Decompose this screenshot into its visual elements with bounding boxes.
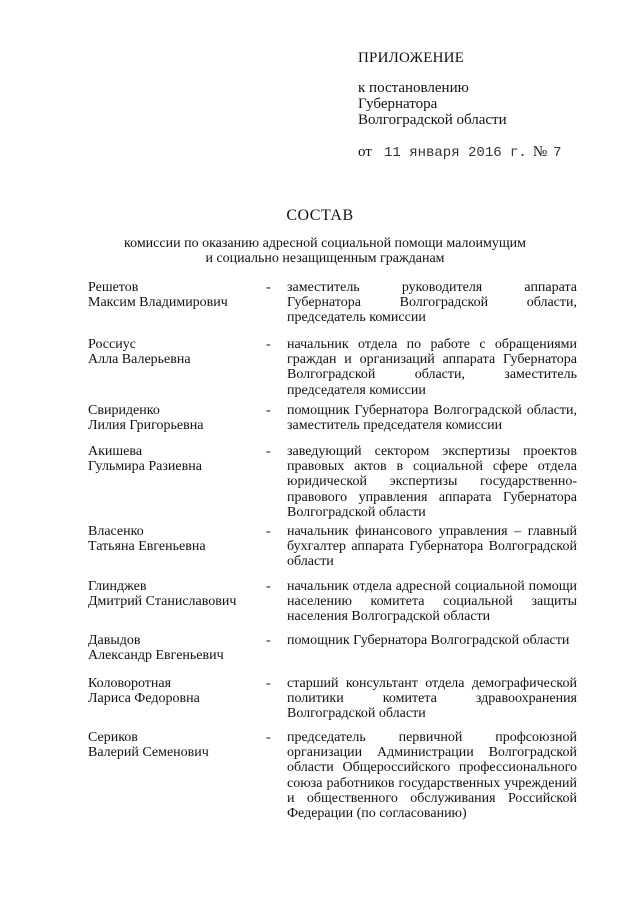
member-surname: Решетов [88, 280, 139, 295]
member-given-name: Лариса Федоровна [88, 691, 200, 707]
member-dash: - [266, 579, 271, 594]
member-dash: - [266, 444, 271, 459]
appendix-heading: ПРИЛОЖЕНИЕ [358, 50, 465, 66]
member-surname: Власенко [88, 524, 144, 539]
member-name [88, 730, 263, 760]
member-surname: Давыдов [88, 633, 141, 648]
member-given-name: Татьяна Евгеньевна [88, 539, 206, 555]
member-name [88, 633, 263, 663]
member-dash: - [266, 676, 271, 691]
appendix-date-row [358, 144, 562, 161]
member-role: начальник финансового управления – главный бухгалтер аппарата Губернатора Волгоградской области [287, 524, 577, 570]
member-surname: Глинджев [88, 579, 147, 594]
member-name [88, 444, 263, 474]
member-role: заведующий сектором экспертизы проектов правовых актов в социальной сфере отдела юридической экспертизы государственно-правового управления аппарата Губернатора Волгоградской области [287, 444, 577, 520]
member-role: председатель первичной профсоюзной организации Администрации Волгоградской области Общероссийского профессионального союза работников государственных учреждений и общественного обслуживания Российской Федерации (по согласованию) [287, 730, 577, 822]
member-surname: Акишева [88, 444, 143, 459]
member-surname: Свириденко [88, 403, 160, 418]
member-given-name: Лилия Григорьевна [88, 418, 204, 434]
member-given-name: Максим Владимирович [88, 295, 228, 311]
appendix-line-2: Губернатора [358, 96, 438, 112]
member-dash: - [266, 280, 271, 295]
member-given-name: Дмитрий Станиславович [88, 594, 237, 610]
member-name [88, 579, 263, 609]
appendix-block [358, 50, 562, 161]
appendix-line-1: к постановлению [358, 80, 469, 96]
member-surname: Сериков [88, 730, 138, 745]
appendix-line-3: Волгоградской области [358, 112, 507, 128]
member-given-name: Александр Евгеньевич [88, 648, 224, 664]
member-given-name: Валерий Семенович [88, 745, 209, 761]
member-role: заместитель руководителя аппарата Губернатора Волгоградской области, председатель комиссии [287, 280, 577, 326]
document-subtitle [90, 236, 560, 266]
member-role: начальник отдела по работе с обращениями граждан и организаций аппарата Губернатора Волгоградской области, заместитель председателя комиссии [287, 337, 577, 398]
number-sign: № [532, 144, 548, 160]
member-role: старший консультант отдела демографической политики комитета здравоохранения Волгоградской области [287, 676, 577, 722]
member-role: помощник Губернатора Волгоградской области, заместитель председателя комиссии [287, 403, 577, 434]
date-prefix: от [358, 144, 372, 160]
document-title: СОСТАВ [286, 207, 354, 224]
date-value: 11 января 2016 г. [384, 145, 527, 161]
member-dash: - [266, 337, 271, 352]
member-dash: - [266, 730, 271, 745]
member-role: помощник Губернатора Волгоградской области [287, 633, 570, 648]
subtitle-line-1: комиссии по оказанию адресной социальной помощи малоимущим [124, 236, 526, 251]
member-surname: Коловоротная [88, 676, 172, 691]
member-name [88, 524, 263, 554]
member-given-name: Алла Валерьевна [88, 352, 191, 368]
member-name [88, 280, 263, 310]
member-role: начальник отдела адресной социальной помощи населению комитета социальной защиты населения Волгоградской области [287, 579, 577, 625]
member-surname: Россиус [88, 337, 136, 352]
member-given-name: Гульмира Разиевна [88, 459, 202, 475]
member-dash: - [266, 403, 271, 418]
member-dash: - [266, 524, 271, 539]
subtitle-line-2: и социально незащищенным гражданам [205, 251, 445, 266]
number-value: 7 [553, 145, 562, 161]
member-name [88, 337, 263, 367]
member-dash: - [266, 633, 271, 648]
member-name [88, 403, 263, 433]
member-name [88, 676, 263, 706]
